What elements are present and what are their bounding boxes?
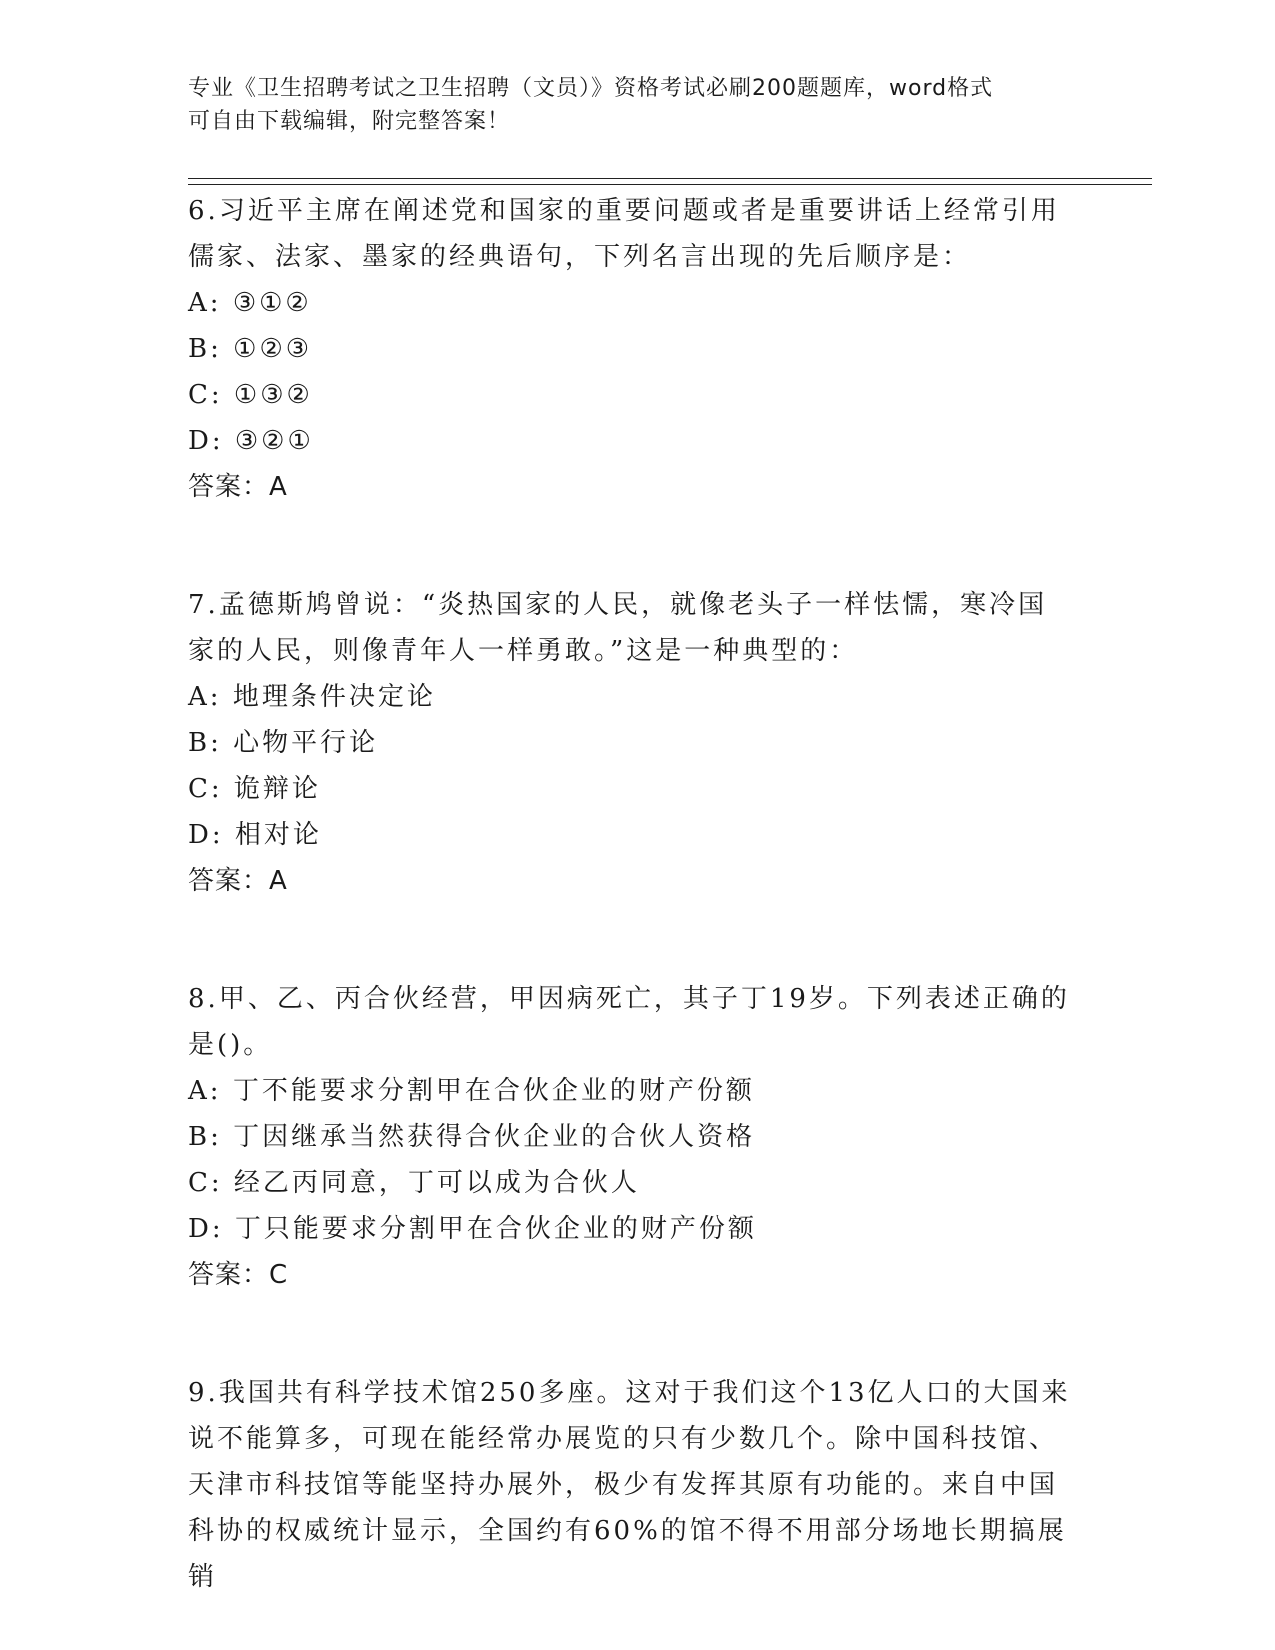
option-label: C: (188, 774, 223, 804)
question-7 (188, 582, 1088, 904)
option-text: ①③② (233, 380, 313, 410)
question-number: 6. (188, 196, 219, 226)
header-divider-bottom (188, 184, 1152, 185)
option-text: ③①② (232, 288, 312, 318)
option-text: 经乙丙同意，丁可以成为合伙人 (233, 1168, 640, 1198)
option-label: D: (188, 820, 224, 850)
option-a (188, 280, 1088, 326)
option-label: C: (188, 1168, 223, 1198)
question-gap (188, 1298, 1088, 1370)
option-text: 丁只能要求分割甲在合伙企业的财产份额 (234, 1214, 757, 1244)
option-b (188, 720, 1088, 766)
option-label: D: (188, 1214, 224, 1244)
question-line: 儒家、法家、墨家的经典语句，下列名言出现的先后顺序是： (188, 242, 972, 272)
question-6 (188, 188, 1088, 510)
answer: 答案：A (188, 472, 288, 502)
question-line: 说不能算多，可现在能经常办展览的只有少数几个。除中国科技馆、 (188, 1424, 1059, 1454)
question-line: 是()。 (188, 1030, 273, 1060)
option-b (188, 326, 1088, 372)
answer: 答案：C (188, 1260, 289, 1290)
header-divider-top (188, 178, 1152, 179)
option-label: B: (188, 728, 222, 758)
question-line: 我国共有科学技术馆250多座。这对于我们这个13亿人口的大国来 (218, 1378, 1071, 1408)
question-line: 科协的权威统计显示，全国约有60%的馆不得不用部分场地长期搞展销 (188, 1516, 1067, 1592)
header-line-1: 专业《卫生招聘考试之卫生招聘（文员）》资格考试必刷200题题库，word格式 (188, 76, 994, 101)
question-number: 9. (188, 1378, 219, 1408)
option-label: A: (188, 1076, 222, 1106)
question-8 (188, 976, 1088, 1298)
question-gap (188, 904, 1088, 976)
option-text: 丁因继承当然获得合伙企业的合伙人资格 (233, 1122, 756, 1152)
option-d (188, 418, 1088, 464)
option-a (188, 674, 1088, 720)
option-c (188, 1160, 1088, 1206)
document-header (188, 72, 1068, 138)
question-line: 家的人民，则像青年人一样勇敢。”这是一种典型的： (188, 636, 859, 666)
question-line: 习近平主席在阐述党和国家的重要问题或者是重要讲话上经常引用 (218, 196, 1060, 226)
option-d (188, 812, 1088, 858)
option-text: 丁不能要求分割甲在合伙企业的财产份额 (232, 1076, 755, 1106)
option-text: 诡辩论 (233, 774, 321, 804)
option-text: ①②③ (233, 334, 313, 364)
question-gap (188, 510, 1088, 582)
question-stem (188, 1370, 1088, 1416)
option-label: B: (188, 1122, 222, 1152)
option-c (188, 766, 1088, 812)
answer: 答案：A (188, 866, 288, 896)
question-number: 7. (188, 590, 219, 620)
question-stem (188, 976, 1088, 1022)
question-line: 甲、乙、丙合伙经营，甲因病死亡，其子丁19岁。下列表述正确的 (218, 984, 1070, 1014)
question-line: 孟德斯鸠曾说：“炎热国家的人民，就像老头子一样怯懦，寒冷国 (218, 590, 1048, 620)
option-a (188, 1068, 1088, 1114)
option-label: A: (188, 288, 222, 318)
option-text: 相对论 (234, 820, 322, 850)
question-stem (188, 188, 1088, 234)
option-text: 地理条件决定论 (232, 682, 436, 712)
question-stem (188, 582, 1088, 628)
question-number: 8. (188, 984, 219, 1014)
option-label: D: (188, 426, 224, 456)
option-c (188, 372, 1088, 418)
option-text: 心物平行论 (233, 728, 379, 758)
option-b (188, 1114, 1088, 1160)
option-text: ③②① (234, 426, 314, 456)
option-label: C: (188, 380, 223, 410)
question-line: 天津市科技馆等能坚持办展外，极少有发挥其原有功能的。来自中国 (188, 1470, 1059, 1500)
question-list (188, 188, 1088, 1600)
option-label: B: (188, 334, 222, 364)
option-label: A: (188, 682, 222, 712)
question-9 (188, 1370, 1088, 1600)
option-d (188, 1206, 1088, 1252)
header-line-2: 可自由下载编辑，附完整答案！ (188, 109, 511, 134)
